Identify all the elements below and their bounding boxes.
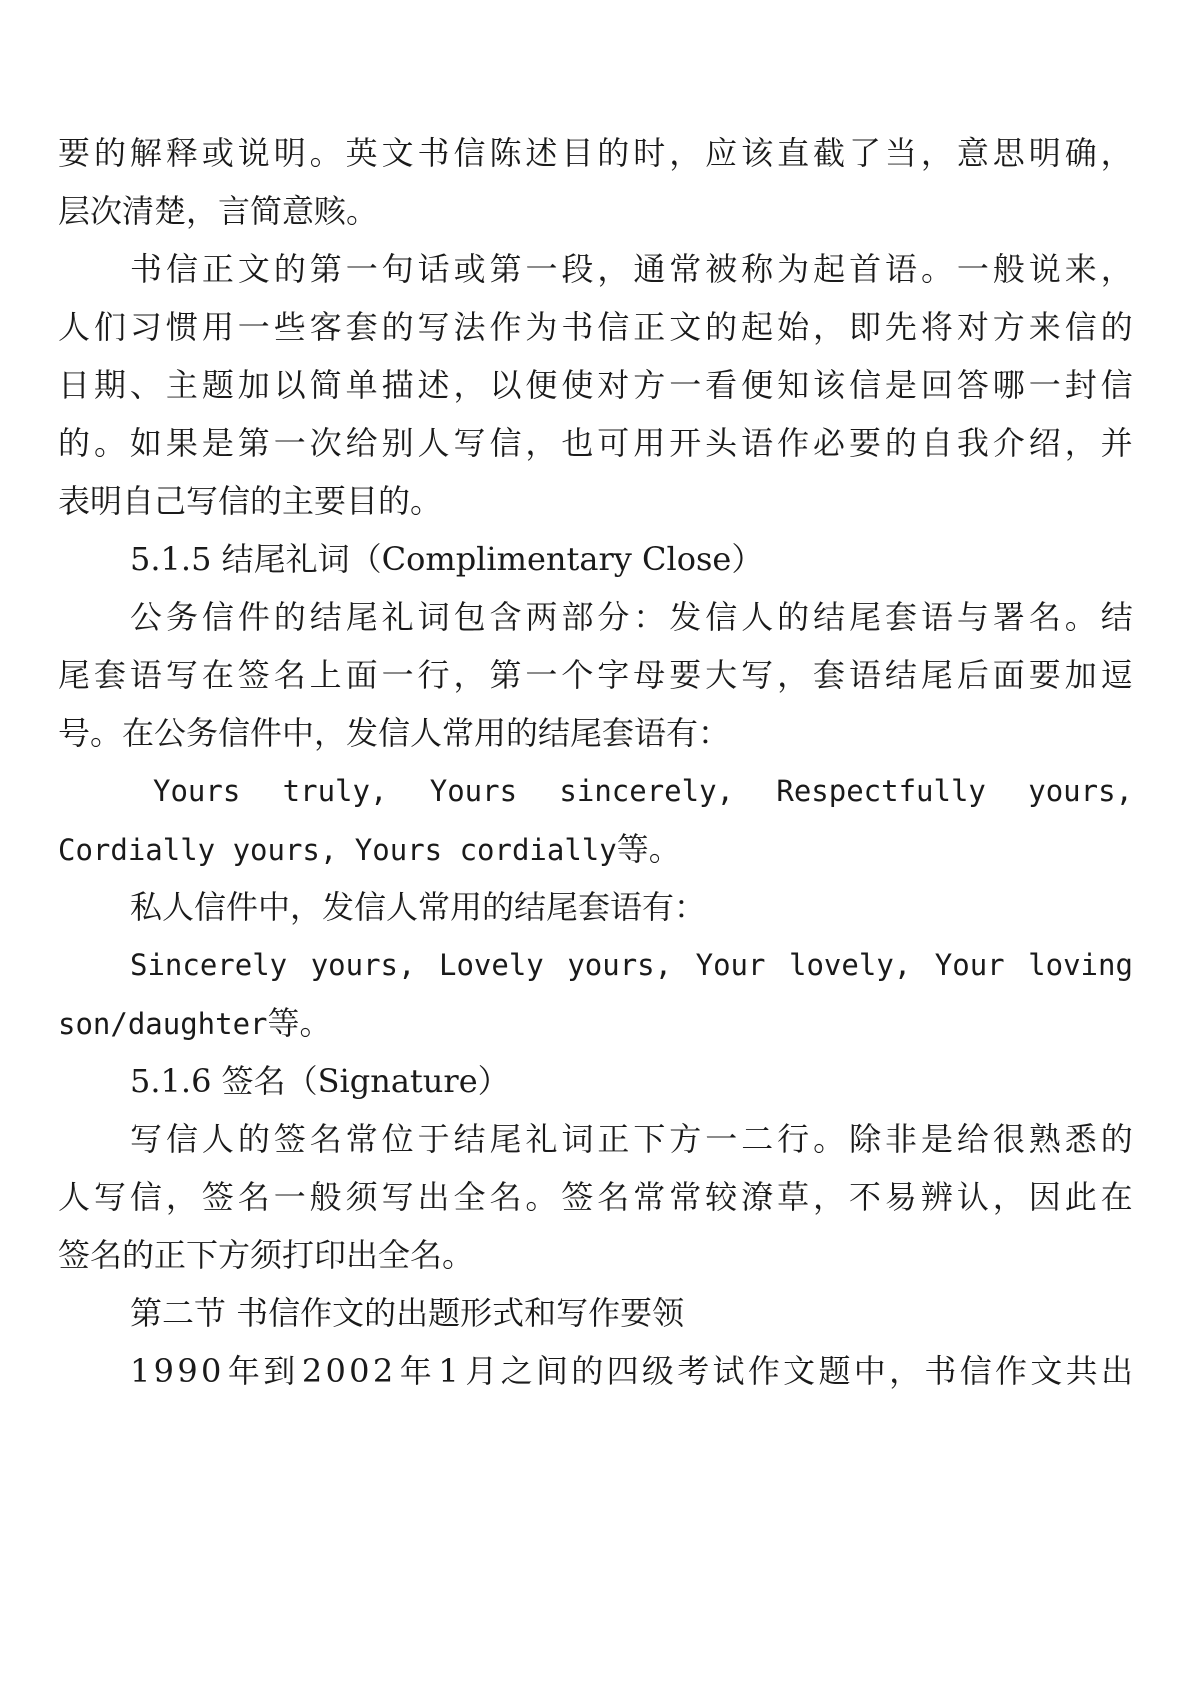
paragraph-line: 书 信 正 文 的 第 一 句 话 或 第 一 段 ， 通 常 被 称 为 起 首 语 。 一 般 说 来 ，: [130, 250, 1133, 288]
paragraph-line: 的 。 如 果 是 第 一 次 给 别 人 写 信 ， 也 可 用 开 头 语 作 必 要 的 自 我 介 绍 ， 并: [58, 424, 1133, 462]
paragraph-line: 公 务 信 件 的 结 尾 礼 词 包 含 两 部 分 ： 发 信 人 的 结 尾 套 语 与 署 名 。 结: [130, 598, 1133, 636]
closing-word: yours,: [1028, 774, 1133, 808]
section-heading: 第二节 书信作文的出题形式和写作要领: [130, 1294, 685, 1332]
paragraph-line: 1 9 9 0 年 到 2 0 0 2 年 1 月 之 间 的 四 级 考 试 作 文 题 中 ， 书 信 作 文 共 出: [130, 1352, 1133, 1390]
subsection-heading: 5.1.5 结尾礼词（Complimentary Close）: [130, 540, 764, 578]
formal-closings-line: [153, 771, 1133, 811]
paragraph-line: 私人信件中，发信人常用的结尾套语有：: [130, 888, 707, 926]
closing-phrases: son/daughter: [58, 1007, 268, 1041]
closing-word: loving: [1028, 948, 1133, 982]
paragraph-line: 写 信 人 的 签 名 常 位 于 结 尾 礼 词 正 下 方 一 二 行 。 除 非 是 给 很 熟 悉 的: [130, 1120, 1133, 1158]
closing-word: Your: [934, 948, 1005, 982]
paragraph-line: 签名的正下方须打印出全名。: [58, 1236, 475, 1274]
subsection-heading: 5.1.6 签名（Signature）: [130, 1062, 510, 1100]
private-closings-line: [130, 945, 1133, 985]
closing-word: Your: [695, 948, 766, 982]
paragraph-line: 人 们 习 惯 用 一 些 客 套 的 写 法 作 为 书 信 正 文 的 起 始 ， 即 先 将 对 方 来 信 的: [58, 308, 1133, 346]
paragraph-line: 表明自己写信的主要目的。: [58, 482, 443, 520]
paragraph-line: 号。在公务信件中，发信人常用的结尾套语有：: [58, 714, 731, 752]
closing-word: yours,: [567, 948, 673, 982]
paragraph-line: 要 的 解 释 或 说 明 。 英 文 书 信 陈 述 目 的 时 ， 应 该 直 截 了 当 ， 意 思 明 确 ，: [58, 134, 1133, 172]
paragraph-line: 层次清楚，言简意赅。: [58, 192, 379, 230]
closing-word: Lovely: [439, 948, 544, 982]
closing-word: Respectfully: [776, 774, 986, 808]
paragraph-line: 人 写 信 ， 签 名 一 般 须 写 出 全 名 。 签 名 常 常 较 潦 草 ， 不 易 辨 认 ， 因 此 在: [58, 1178, 1133, 1216]
closing-suffix: 等。: [267, 1004, 332, 1042]
closing-word: lovely,: [789, 948, 912, 982]
private-closings-line-2: [58, 1003, 1133, 1043]
closing-word: Yours: [429, 774, 518, 808]
paragraph-line: 尾 套 语 写 在 签 名 上 面 一 行 ， 第 一 个 字 母 要 大 写 ， 套 语 结 尾 后 面 要 加 逗: [58, 656, 1133, 694]
formal-closings-line-2: [58, 829, 1133, 869]
closing-word: sincerely,: [559, 774, 735, 808]
closing-suffix: 等。: [616, 830, 681, 868]
closing-word: truly,: [282, 774, 388, 808]
closing-word: yours,: [310, 948, 416, 982]
closing-word: Sincerely: [130, 948, 288, 982]
paragraph-line: 日 期 、 主 题 加 以 简 单 描 述 ， 以 便 使 对 方 一 看 便 知 该 信 是 回 答 哪 一 封 信: [58, 366, 1133, 404]
closing-word: Yours: [153, 774, 241, 808]
closing-phrases: Cordially yours, Yours cordially: [58, 833, 617, 867]
